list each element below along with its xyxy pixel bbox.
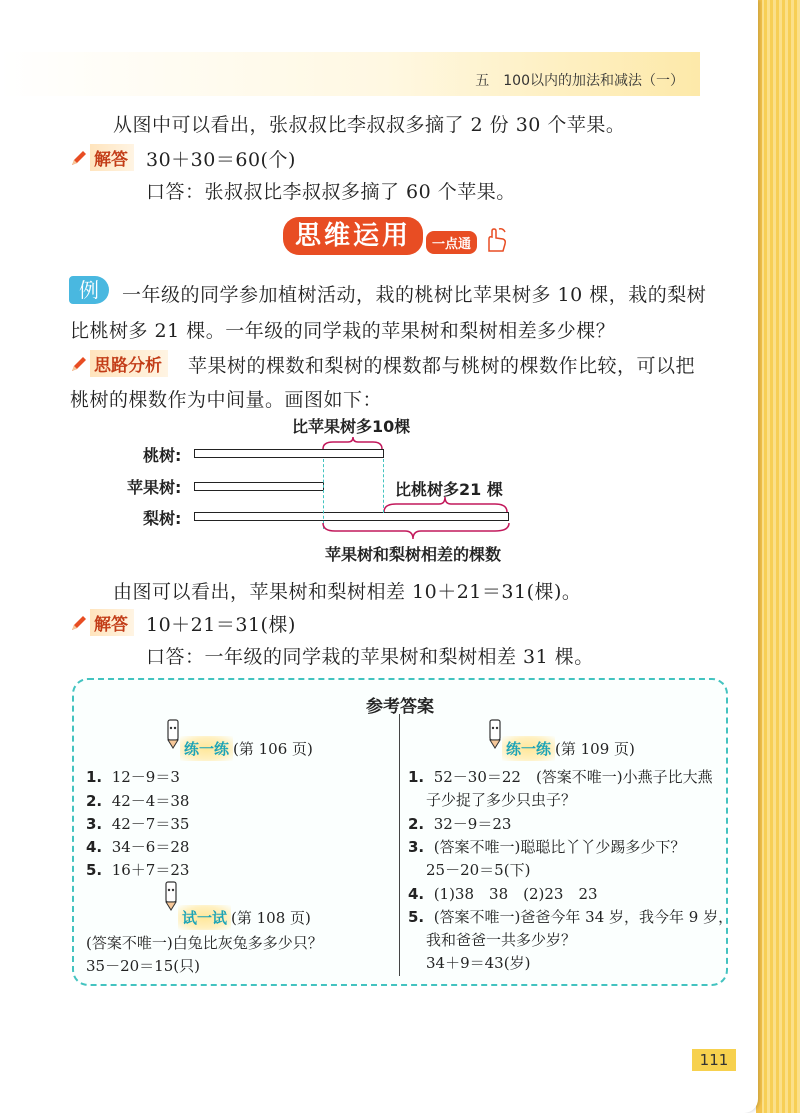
answer-tag-2 (70, 609, 134, 636)
practice-page: (第 109 页) (555, 740, 635, 758)
page-stack-edge (758, 0, 800, 1113)
analysis-tag (70, 350, 168, 377)
right-item-5: 5. (答案不唯一)爸爸今年 34 岁，我今年 9 岁， (408, 908, 734, 926)
practice-heading-left (180, 736, 313, 761)
bar-peach (194, 449, 384, 458)
answer-calc-2: 10＋21＝31(棵) (146, 614, 296, 636)
brace-bottom (319, 522, 513, 540)
example-line-2: 比桃树多 21 棵。一年级的同学栽的苹果树和梨树相差多少棵？ (70, 320, 616, 342)
pencil-icon (70, 614, 88, 632)
right-item-2: 2. 32－9＝23 (408, 815, 512, 833)
annotation-mid: 比桃树多21 棵 (395, 480, 503, 499)
label-apple: 苹果树: (127, 478, 182, 497)
page-number: 111 (692, 1049, 736, 1071)
label-pear: 梨树: (143, 509, 182, 528)
answer-reply-1: 口答：张叔叔比李叔叔多摘了 60 个苹果。 (146, 181, 516, 203)
guide-line-peach (383, 459, 384, 513)
section-banner (283, 215, 513, 260)
practice-label: 练一练 (502, 736, 555, 761)
try-label: 试一试 (178, 905, 231, 930)
text-line-1: 从图中可以看出，张叔叔比李叔叔多摘了 2 份 30 个苹果。 (113, 114, 626, 136)
conclusion-line: 由图可以看出，苹果树和梨树相差 10＋21＝31(棵)。 (113, 581, 582, 603)
analysis-line-2: 桃树的棵数作为中间量。画图如下： (70, 389, 383, 411)
right-item-3-cont: 25－20＝5(下) (426, 861, 531, 879)
try-line-2: 35－20＝15(只) (86, 957, 200, 975)
pencil-icon (70, 149, 88, 167)
try-page: (第 108 页) (231, 909, 311, 927)
reference-title: 参考答案 (366, 697, 434, 717)
example-line-1: 一年级的同学参加植树活动，栽的桃树比苹果树多 10 棵，栽的梨树 (122, 284, 707, 306)
banner-title: 思维运用 (283, 217, 423, 255)
guide-line-apple (323, 459, 324, 529)
pencil-icon (70, 355, 88, 373)
left-item-2: 2. 42－4＝38 (86, 792, 190, 810)
right-item-4: 4. (1)38 38 (2)23 23 (408, 885, 598, 903)
answer-label: 解答 (90, 144, 134, 171)
annotation-top: 比苹果树多10棵 (292, 417, 411, 436)
practice-heading-right (502, 736, 635, 761)
column-divider (399, 714, 400, 976)
right-item-5-calc: 34＋9＝43(岁) (426, 954, 531, 972)
practice-page: (第 106 页) (233, 740, 313, 758)
bar-apple (194, 482, 324, 491)
label-peach: 桃树: (143, 446, 182, 465)
left-item-3: 3. 42－7＝35 (86, 815, 190, 833)
annotation-bottom: 苹果树和梨树相差的棵数 (325, 545, 502, 564)
try-line-1: (答案不唯一)白兔比灰兔多多少只？ (86, 934, 323, 952)
left-item-4: 4. 34－6＝28 (86, 838, 190, 856)
right-item-1-cont: 子少捉了多少只虫子？ (426, 791, 577, 809)
right-item-5-cont: 我和爸爸一共多少岁？ (426, 931, 577, 949)
reference-answers-box (72, 678, 734, 986)
try-heading (178, 905, 311, 930)
example-tag: 例 (69, 276, 109, 304)
tap-hand-icon (483, 227, 509, 253)
right-item-3: 3. (答案不唯一)聪聪比丫丫少踢多少下？ (408, 838, 686, 856)
brace-mid (381, 495, 511, 513)
answer-tag-1 (70, 144, 134, 171)
answer-calc-1: 30＋30＝60(个) (146, 149, 296, 171)
analysis-label: 思路分析 (90, 350, 168, 377)
answer-label: 解答 (90, 609, 134, 636)
chapter-header (0, 52, 700, 96)
analysis-line-1: 苹果树的棵数和梨树的棵数都与桃树的棵数作比较，可以把 (188, 355, 696, 377)
brace-top (318, 436, 388, 450)
banner-subtitle: 一点通 (426, 231, 477, 254)
practice-label: 练一练 (180, 736, 233, 761)
left-item-1: 1. 12－9＝3 (86, 768, 180, 786)
right-item-1: 1. 52－30＝22 (答案不唯一)小燕子比大燕 (408, 768, 713, 786)
chapter-title: 五 100以内的加法和减法（一） (475, 73, 684, 89)
answer-reply-2: 口答：一年级的同学栽的苹果树和梨树相差 31 棵。 (146, 646, 594, 668)
left-item-5: 5. 16＋7＝23 (86, 861, 190, 879)
bar-pear (194, 512, 509, 521)
